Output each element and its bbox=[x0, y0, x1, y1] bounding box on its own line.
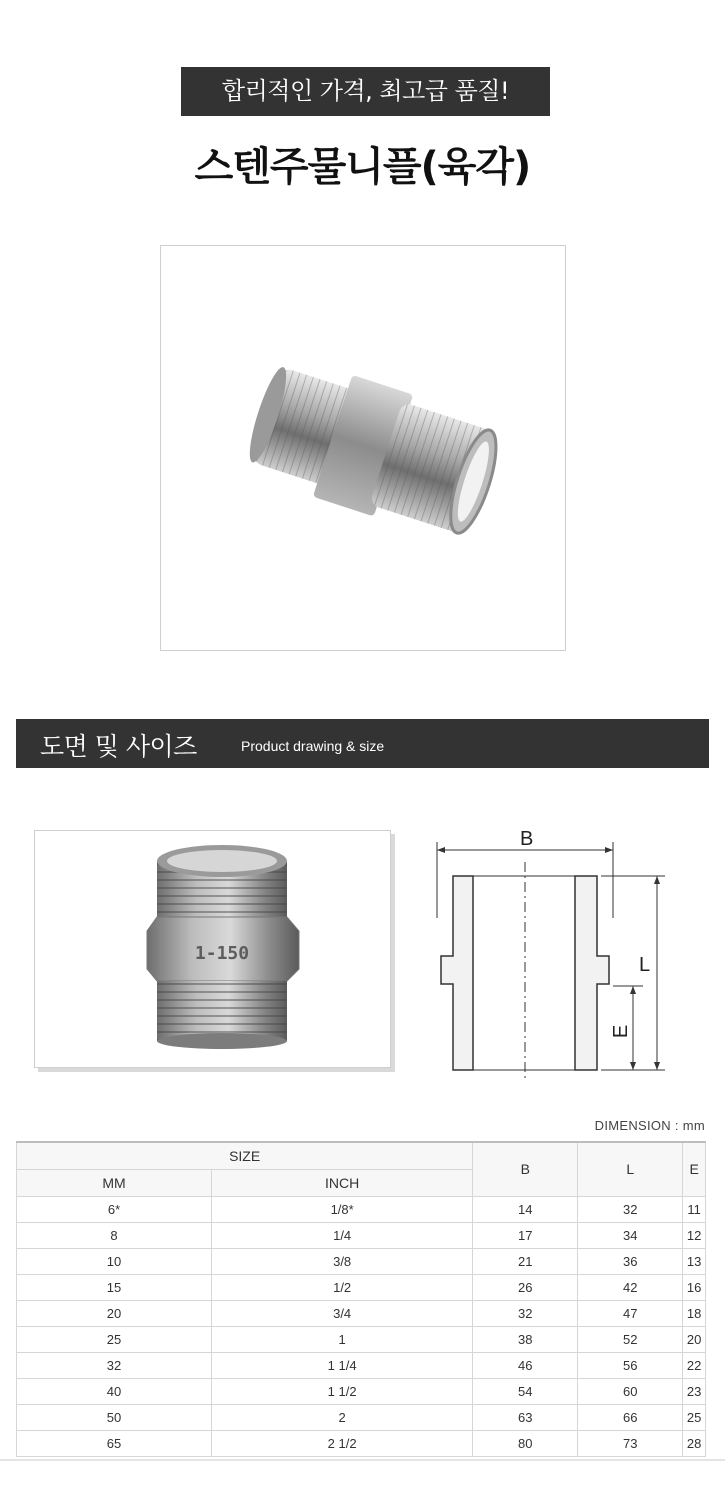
hex-nipple-front-photo bbox=[35, 831, 392, 1069]
cell-b: 46 bbox=[473, 1352, 578, 1378]
section-header bbox=[16, 719, 709, 768]
cell-l: 42 bbox=[578, 1274, 683, 1300]
cell-l: 32 bbox=[578, 1196, 683, 1222]
table-row bbox=[17, 1326, 706, 1352]
page-title: 스텐주물니플(육각) bbox=[194, 144, 531, 190]
cell-b: 54 bbox=[473, 1378, 578, 1404]
drawing-label-l: L bbox=[639, 954, 651, 976]
cell-e: 13 bbox=[683, 1248, 706, 1274]
table-row bbox=[17, 1430, 706, 1456]
engraving-text: 1-150 bbox=[194, 943, 250, 964]
cell-e: 28 bbox=[683, 1430, 706, 1456]
cell-inch: 1 1/2 bbox=[212, 1378, 473, 1404]
b-header: B bbox=[473, 1142, 578, 1196]
cell-b: 17 bbox=[473, 1222, 578, 1248]
cell-inch: 3/4 bbox=[212, 1300, 473, 1326]
cell-inch: 1/8* bbox=[212, 1196, 473, 1222]
cell-b: 32 bbox=[473, 1300, 578, 1326]
cell-inch: 1 bbox=[212, 1326, 473, 1352]
cell-b: 14 bbox=[473, 1196, 578, 1222]
section-title-korean: 도면 및 사이즈 bbox=[40, 732, 197, 761]
cell-e: 20 bbox=[683, 1326, 706, 1352]
cell-l: 60 bbox=[578, 1378, 683, 1404]
cell-l: 36 bbox=[578, 1248, 683, 1274]
table-row bbox=[17, 1196, 706, 1222]
cell-inch: 1 1/4 bbox=[212, 1352, 473, 1378]
cell-e: 12 bbox=[683, 1222, 706, 1248]
table-header-row bbox=[17, 1142, 706, 1169]
technical-drawing bbox=[425, 822, 670, 1084]
cell-mm: 10 bbox=[17, 1248, 212, 1274]
table-row bbox=[17, 1378, 706, 1404]
cell-b: 21 bbox=[473, 1248, 578, 1274]
cell-b: 63 bbox=[473, 1404, 578, 1430]
cell-l: 73 bbox=[578, 1430, 683, 1456]
cell-mm: 15 bbox=[17, 1274, 212, 1300]
table-row bbox=[17, 1222, 706, 1248]
l-header: L bbox=[578, 1142, 683, 1196]
inch-header: INCH bbox=[212, 1169, 473, 1196]
cell-e: 22 bbox=[683, 1352, 706, 1378]
size-table bbox=[16, 1141, 706, 1457]
cell-inch: 1/2 bbox=[212, 1274, 473, 1300]
table-row bbox=[17, 1300, 706, 1326]
section-title-english: Product drawing & size bbox=[241, 738, 385, 754]
cell-l: 47 bbox=[578, 1300, 683, 1326]
hex-nipple-photo bbox=[161, 246, 567, 652]
cell-mm: 50 bbox=[17, 1404, 212, 1430]
cell-l: 52 bbox=[578, 1326, 683, 1352]
cell-mm: 8 bbox=[17, 1222, 212, 1248]
table-row bbox=[17, 1274, 706, 1300]
cell-b: 80 bbox=[473, 1430, 578, 1456]
cell-b: 38 bbox=[473, 1326, 578, 1352]
nipple-section-diagram bbox=[425, 822, 670, 1084]
product-photo-front bbox=[34, 830, 391, 1068]
cell-e: 23 bbox=[683, 1378, 706, 1404]
table-row bbox=[17, 1404, 706, 1430]
cell-e: 11 bbox=[683, 1196, 706, 1222]
size-header: SIZE bbox=[17, 1142, 473, 1169]
cell-l: 34 bbox=[578, 1222, 683, 1248]
tagline-banner: 합리적인 가격, 최고급 품질! bbox=[181, 67, 550, 116]
cell-inch: 3/8 bbox=[212, 1248, 473, 1274]
cell-b: 26 bbox=[473, 1274, 578, 1300]
drawing-label-e: E bbox=[610, 1024, 633, 1039]
cell-e: 25 bbox=[683, 1404, 706, 1430]
bottom-divider bbox=[0, 1459, 725, 1461]
e-header: E bbox=[683, 1142, 706, 1196]
cell-inch: 2 bbox=[212, 1404, 473, 1430]
cell-mm: 20 bbox=[17, 1300, 212, 1326]
mm-header: MM bbox=[17, 1169, 212, 1196]
cell-l: 66 bbox=[578, 1404, 683, 1430]
dimension-unit-note: DIMENSION : mm bbox=[594, 1118, 705, 1133]
cell-mm: 40 bbox=[17, 1378, 212, 1404]
cell-inch: 1/4 bbox=[212, 1222, 473, 1248]
drawing-label-b: B bbox=[520, 828, 534, 850]
table-row bbox=[17, 1352, 706, 1378]
cell-e: 16 bbox=[683, 1274, 706, 1300]
cell-inch: 2 1/2 bbox=[212, 1430, 473, 1456]
product-photo-main bbox=[160, 245, 566, 651]
table-row bbox=[17, 1248, 706, 1274]
cell-e: 18 bbox=[683, 1300, 706, 1326]
cell-l: 56 bbox=[578, 1352, 683, 1378]
cell-mm: 32 bbox=[17, 1352, 212, 1378]
cell-mm: 25 bbox=[17, 1326, 212, 1352]
cell-mm: 65 bbox=[17, 1430, 212, 1456]
cell-mm: 6* bbox=[17, 1196, 212, 1222]
